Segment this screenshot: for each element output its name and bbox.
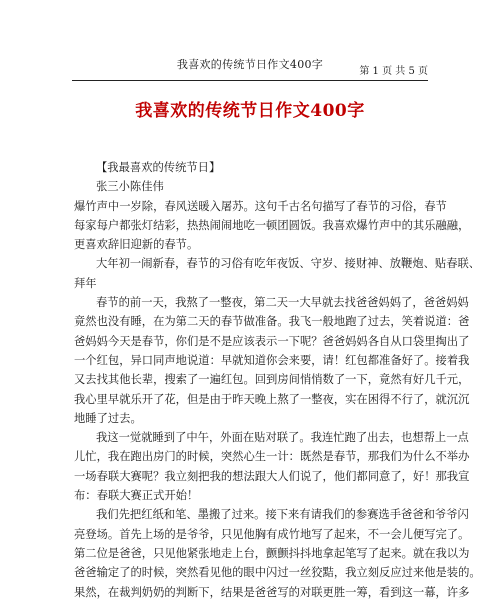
section-heading: 【我最喜欢的传统节日】	[96, 161, 221, 174]
body-line: 儿忙，我在跑出房门的时候，突然心生一计：既然是春节，那我们为什么不举办	[74, 450, 470, 464]
body-line: 拜年	[74, 276, 97, 290]
body-line: 春节的前一天，我熬了一整夜，第二天一大早就去找爸爸妈妈了，爸爸妈妈	[96, 296, 469, 310]
body-line: 亮登场。首先上场的是爷爷，只见他胸有成竹地写了起来，不一会儿便写完了。	[74, 527, 470, 541]
document-body	[74, 158, 481, 602]
document-title: 我喜欢的传统节日作文400字	[135, 101, 365, 121]
body-line: 果然，在裁判奶奶的判断下，结果是爸爸写的对联更胜一筹，看到这一幕，许多	[74, 585, 470, 599]
running-header-title: 我喜欢的传统节日作文400字	[176, 58, 324, 71]
body-line: 更喜欢辞旧迎新的春节。	[74, 238, 199, 252]
header-divider	[72, 80, 428, 81]
body-line: 我心里早就乐开了花，但是由于昨天晚上熬了一整夜，实在困得不行了，就沉沉	[74, 392, 470, 406]
body-line: 第二位是爸爸，只见他紧张地走上台，颤颤抖抖地拿起笔写了起来。就在我以为	[74, 546, 470, 560]
body-line: 一个红包，异口同声地说道：早就知道你会来要，请！红包都准备好了。接着我	[74, 353, 470, 367]
author-line: 张三小陈佳伟	[96, 180, 164, 194]
body-line: 地睡了过去。	[74, 411, 142, 425]
body-line: 大年初一闹新春，春节的习俗有吃年夜饭、守岁、接财神、放鞭炮、贴春联、	[96, 257, 481, 271]
body-line: 我这一觉就睡到了中午，外面在贴对联了。我连忙跑了出去，也想帮上一点	[96, 431, 469, 445]
body-line: 爸妈妈今天是春节，你们是不是应该表示一下呢？爸爸妈妈各自从口袋里掏出了	[74, 334, 470, 348]
body-line: 爆竹声中一岁除，春风送暖入屠苏。这句千古名句描写了春节的习俗，春节	[74, 199, 447, 213]
body-line: 布：春联大赛正式开始！	[74, 489, 199, 503]
body-line: 又去找其他长辈，搜索了一遍红包。回到房间悄悄数了一下，竟然有好几千元，	[74, 373, 470, 387]
page-indicator: 第 1 页 共 5 页	[359, 66, 428, 77]
body-line: 竟然也没有睡，在为第二天的春节做准备。我飞一般地跑了过去，笑着说道：爸	[74, 315, 470, 329]
body-line: 一场春联大赛呢？我立刻把我的想法跟大人们说了，他们都同意了，好！那我宣	[74, 469, 470, 483]
body-line: 我们先把红纸和笔、墨搬了过来。接下来有请我们的参赛选手爸爸和爷爷闪	[96, 508, 469, 522]
body-line: 每家每户都张灯结彩，热热闹闹地吃一顿团圆饭。我喜欢爆竹声中的其乐融融，	[74, 218, 470, 232]
body-line: 爸爸输定了的时候，突然看见他的眼中闪过一丝狡黠，我立刻反应过来他是装的。	[74, 566, 481, 580]
